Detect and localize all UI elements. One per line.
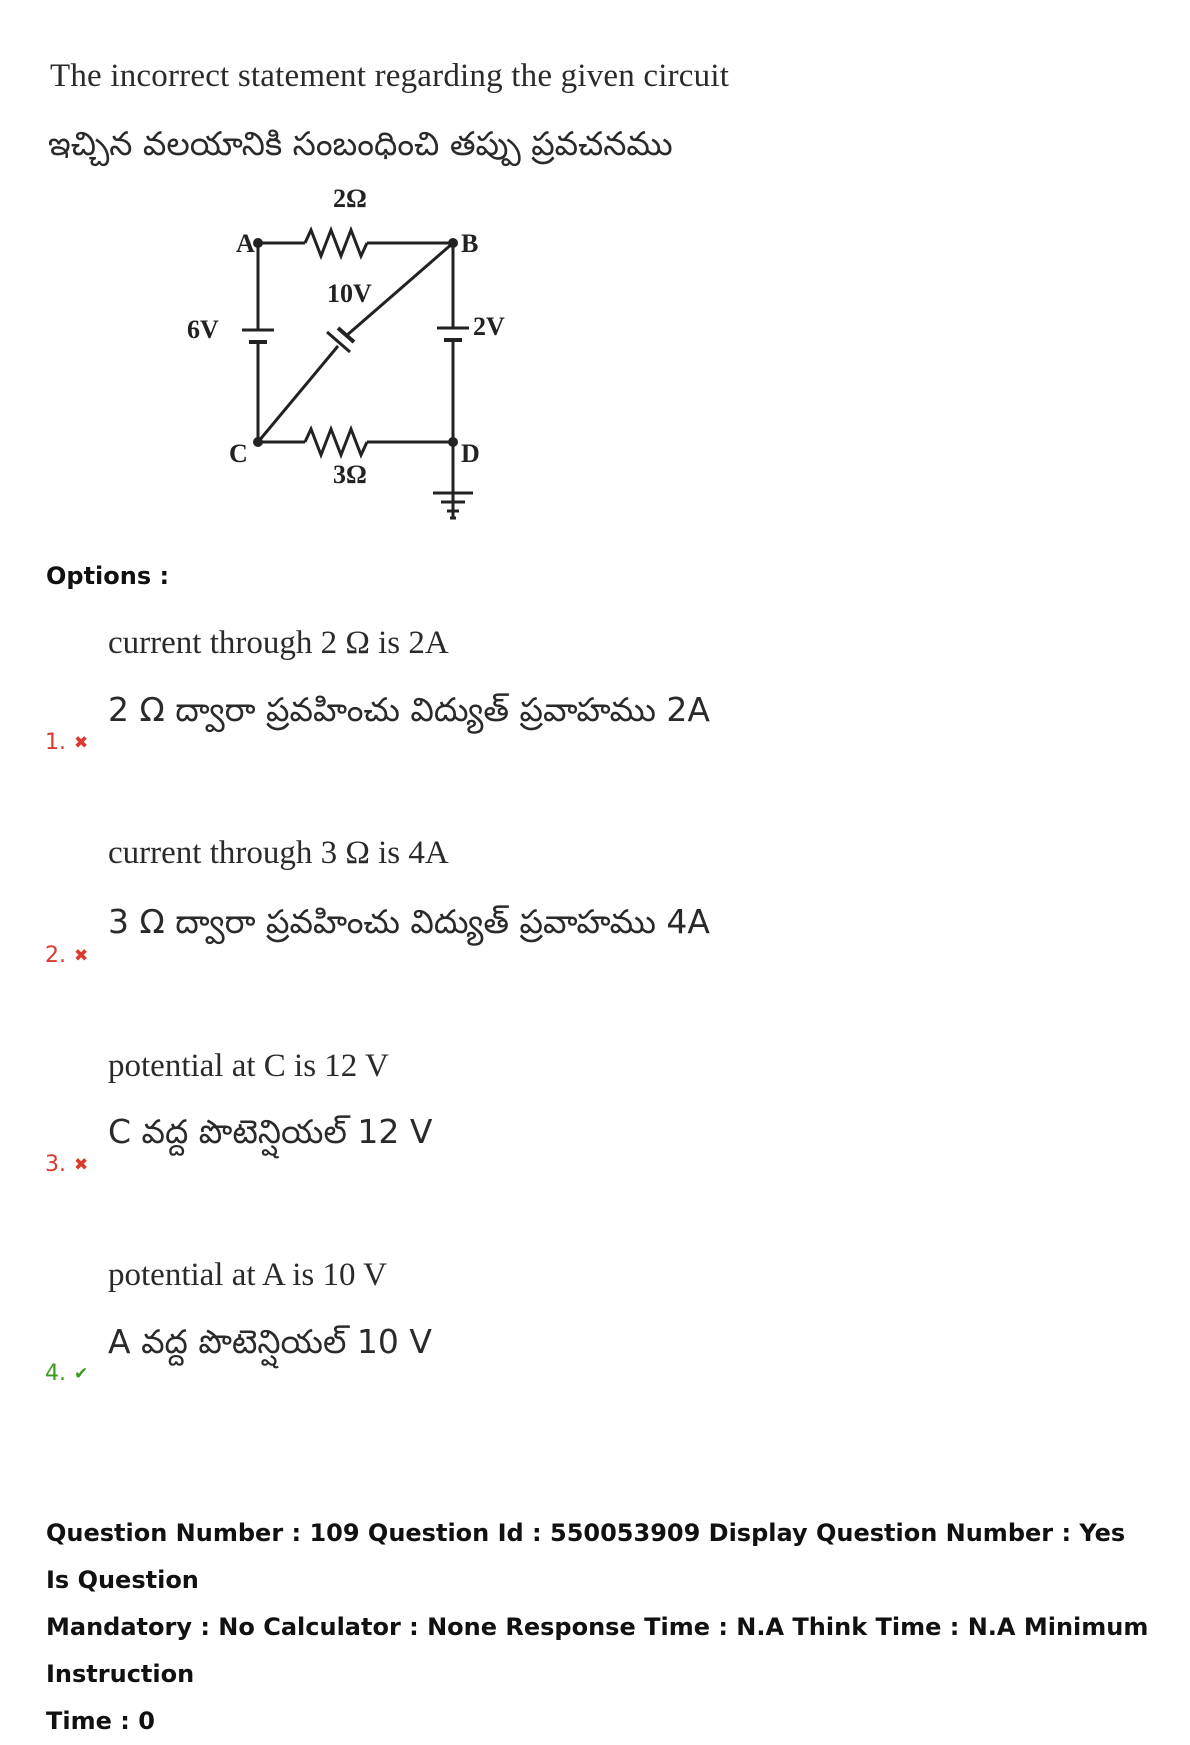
cross-icon: ✖ [74, 1154, 89, 1175]
node-c-dot [253, 437, 263, 447]
check-icon: ✔ [74, 1363, 89, 1384]
label-3ohm: 3Ω [333, 460, 367, 489]
option-4-text-english: potential at A is 10 V [108, 1257, 387, 1293]
option-1-text-telugu: 2 Ω ద్వారా ప్రవహించు విద్యుత్ ప్రవాహము 2A [108, 690, 710, 729]
option-2-marker [45, 943, 88, 968]
option-1-number: 1. [45, 730, 66, 755]
option-4-text-telugu: A వద్ద పొటెన్షియల్ 10 V [108, 1322, 432, 1361]
option-3-text-english: potential at C is 12 V [108, 1048, 389, 1084]
label-node-b: B [461, 229, 479, 258]
battery-6v [242, 330, 274, 342]
metadata-line-3: Time : 0 [46, 1707, 155, 1735]
option-1-text-english: current through 2 Ω is 2A [108, 625, 449, 661]
question-metadata [46, 1510, 1156, 1745]
wire-diagonal-lower [258, 346, 338, 442]
option-4-number: 4. [45, 1361, 66, 1386]
label-node-c: C [229, 439, 248, 468]
option-3-text-telugu: C వద్ద పొటెన్షియల్ 12 V [108, 1112, 433, 1151]
option-2-text-telugu: 3 Ω ద్వారా ప్రవహించు విద్యుత్ ప్రవాహము 4A [108, 902, 710, 941]
option-1-marker [45, 730, 88, 755]
option-2-text-english: current through 3 Ω is 4A [108, 835, 449, 871]
label-2v: 2V [473, 312, 505, 341]
label-node-a: A [236, 229, 255, 258]
cross-icon: ✖ [74, 732, 89, 753]
cross-icon: ✖ [74, 945, 89, 966]
question-text-telugu: ఇచ్చిన వలయానికి సంబంధించి తప్పు ప్రవచనము [48, 124, 673, 163]
option-2-number: 2. [45, 943, 66, 968]
metadata-line-1: Question Number : 109 Question Id : 550053909 Display Question Number : Yes Is Question [46, 1519, 1126, 1594]
label-6v: 6V [187, 315, 219, 344]
option-3-marker [45, 1152, 88, 1177]
question-text-english: The incorrect statement regarding the given circuit [50, 58, 730, 94]
resistor-2ohm [305, 230, 367, 256]
node-d-dot [448, 437, 458, 447]
label-10v: 10V [327, 279, 372, 308]
label-node-d: D [461, 439, 480, 468]
label-2ohm: 2Ω [333, 184, 367, 213]
options-heading: Options : [46, 562, 170, 590]
node-b-dot [448, 238, 458, 248]
resistor-3ohm [305, 429, 367, 455]
option-3-number: 3. [45, 1152, 66, 1177]
circuit-diagram [175, 180, 535, 550]
option-4-marker [45, 1361, 88, 1386]
metadata-line-2: Mandatory : No Calculator : None Response Time : N.A Think Time : N.A Minimum Instruction [46, 1613, 1149, 1688]
battery-2v [437, 328, 469, 340]
